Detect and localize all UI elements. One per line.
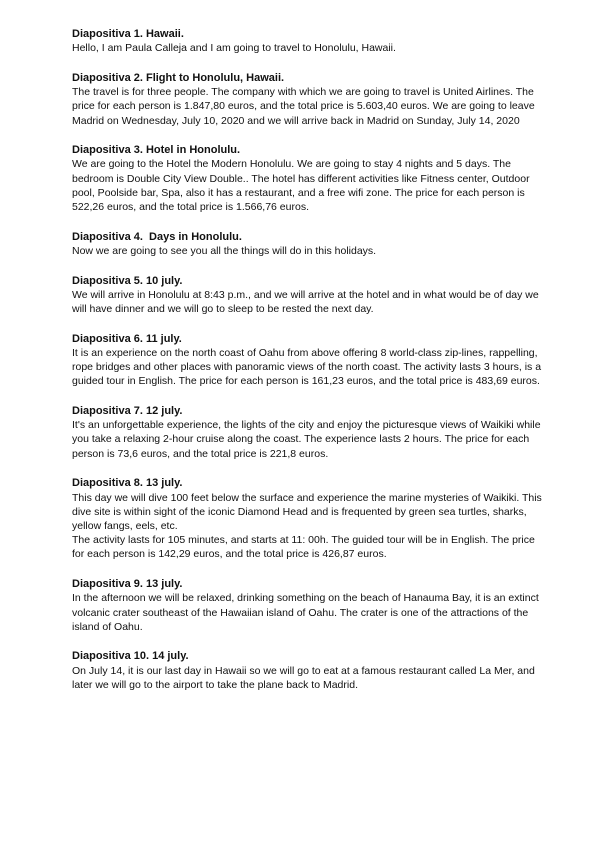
section-heading: Diapositiva 9. 13 july. <box>72 578 183 591</box>
section-paragraph: This day we will dive 100 feet below the surface and experience the marine mysteries of Waikiki. This dive site is within sight of the iconic Diamond Head and is frequented by green sea turtles, sharks, yellow fangs, eels, etc. <box>72 491 542 532</box>
section-heading: Diapositiva 2. Flight to Honolulu, Hawaii. <box>72 71 285 84</box>
section-diapositiva-8 <box>72 476 542 561</box>
section-heading: Diapositiva 3. Hotel in Honolulu. <box>72 144 241 157</box>
section-paragraph: Hello, I am Paula Calleja and I am going to travel to Honolulu, Hawaii. <box>72 42 396 55</box>
section-paragraph: Now we are going to see you all the things will do in this holidays. <box>72 244 377 257</box>
section-heading: Diapositiva 5. 10 july. <box>72 274 183 287</box>
section-heading: Diapositiva 10. 14 july. <box>72 650 189 663</box>
section-diapositiva-4 <box>72 230 542 258</box>
section-heading: Diapositiva 8. 13 july. <box>72 477 183 490</box>
section-heading: Diapositiva 1. Hawaii. <box>72 28 184 40</box>
section-paragraph: The travel is for three people. The company with which we are going to travel is United Airlines. The price for each person is 1.847,80 euros, and the total price is 5.603,40 euros. We are going to leave Madrid on Wednesday, July 10, 2020 and we will arrive back in Madrid on Sunday, July 14, 2020 <box>72 86 535 127</box>
section-paragraph: We are going to the Hotel the Modern Honolulu. We are going to stay 4 nights and 5 days. The bedroom is Double City View Double.. The hotel has different activities like Fitness center, Outdoor pool, Poolside bar, Spa, also it has a restaurant, and a free wifi zone. The price for each person is 522,26 euros, and the total price is 1.566,76 euros. <box>72 158 530 214</box>
section-diapositiva-7 <box>72 404 542 461</box>
section-paragraph: On July 14, it is our last day in Hawaii so we will go to eat at a famous restaurant called La Mer, and later we will go to the airport to take the plane back to Madrid. <box>72 664 535 691</box>
section-diapositiva-1 <box>72 27 542 55</box>
section-paragraph: It is an experience on the north coast of Oahu from above offering 8 world-class zip-lines, rappelling, rope bridges and other places with panoramic views of the north coast. The activity lasts 3 hours, is a guided tour in English. The price for each person is 161,23 euros, and the total price is 483,69 euros. <box>72 346 542 388</box>
document-page <box>72 27 542 708</box>
section-paragraph: It's an unforgettable experience, the lights of the city and enjoy the picturesque views of Waikiki while you take a relaxing 2-hour cruise along the coast. The experience lasts 2 hours. The price for each person is 73,6 euros, and the total price is 221,8 euros. <box>72 419 541 460</box>
section-diapositiva-5 <box>72 274 542 317</box>
section-heading: Diapositiva 7. 12 july. <box>72 405 183 418</box>
section-diapositiva-6 <box>72 332 542 389</box>
section-diapositiva-3 <box>72 143 542 214</box>
section-paragraph: In the afternoon we will be relaxed, drinking something on the beach of Hanauma Bay, it is an extinct volcanic crater southeast of the Hawaiian island of Oahu. The crater is one of the attractions of the island of Oahu. <box>72 592 539 633</box>
section-heading: Diapositiva 4. Days in Honolulu. <box>72 230 242 243</box>
section-heading: Diapositiva 6. 11 july. <box>72 332 182 345</box>
section-diapositiva-9 <box>72 577 542 634</box>
section-paragraph: The activity lasts for 105 minutes, and starts at 11: 00h. The guided tour will be in English. The price for each person is 142,29 euros, and the total price is 426,87 euros. <box>72 534 535 561</box>
section-paragraph: We will arrive in Honolulu at 8:43 p.m., and we will arrive at the hotel and in what would be of day we will have dinner and we will go to sleep to be rested the next day. <box>72 288 539 316</box>
section-diapositiva-10 <box>72 649 542 692</box>
section-diapositiva-2 <box>72 71 542 128</box>
